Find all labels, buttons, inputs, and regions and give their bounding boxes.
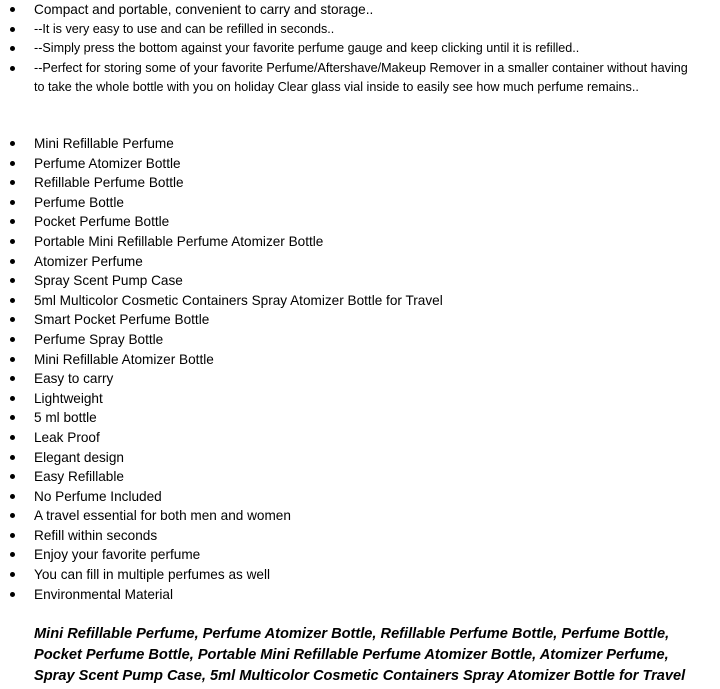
bullet-icon [10,376,15,381]
keyword-text: You can fill in multiple perfumes as well [34,567,270,583]
keyword-text: Environmental Material [34,586,174,602]
keyword-text: Refill within seconds [34,527,158,543]
keyword-text: Pocket Perfume Bottle [34,214,170,230]
bullet-icon [10,7,15,12]
bullet-icon [10,357,15,362]
feature-list [0,0,700,98]
keyword-list [0,134,700,604]
keyword-item [0,232,700,252]
bullet-icon [10,396,15,401]
bullet-icon [10,317,15,322]
keyword-text: Leak Proof [34,429,100,445]
bullet-icon [10,141,15,146]
feature-text: --It is very easy to use and can be refilled in seconds.. [34,21,335,36]
keyword-item [0,369,700,389]
keyword-item [0,428,700,448]
keyword-text: Easy to carry [34,371,114,387]
keyword-text: Mini Refillable Perfume [34,136,174,151]
keyword-item [0,506,700,526]
bullet-icon [10,259,15,264]
keyword-item [0,448,700,468]
keyword-item [0,252,700,272]
bullet-icon [10,161,15,166]
bullet-icon [10,200,15,205]
keyword-item [0,526,700,546]
keyword-text: Smart Pocket Perfume Bottle [34,312,210,328]
feature-text: Compact and portable, convenient to carry and storage.. [34,2,374,17]
keyword-item [0,389,700,409]
keyword-item [0,565,700,585]
bullet-icon [10,415,15,420]
keyword-text: Mini Refillable Atomizer Bottle [34,351,214,367]
keyword-item [0,408,700,428]
keyword-text: Refillable Perfume Bottle [34,175,184,191]
keyword-text: Perfume Bottle [34,194,124,210]
keyword-item [0,330,700,350]
summary-line: Spray Scent Pump Case, 5ml Multicolor Cosmetic Containers Spray Atomizer Bottle for Travel [34,668,686,685]
bullet-icon [10,435,15,440]
bullet-icon [10,572,15,577]
keyword-text: No Perfume Included [34,488,162,504]
keyword-item [0,134,700,154]
keyword-item [0,585,700,605]
keyword-item [0,173,700,193]
keyword-item [0,154,700,174]
keyword-item [0,545,700,565]
summary-paragraph [34,624,718,688]
keyword-item [0,193,700,213]
bullet-icon [10,46,15,51]
feature-item [0,0,700,20]
bullet-icon [10,66,15,71]
keyword-text: Easy Refillable [34,469,124,485]
bullet-icon [10,298,15,303]
feature-item [0,59,700,98]
keyword-item [0,212,700,232]
keyword-text: Enjoy your favorite perfume [34,547,201,563]
bullet-icon [10,239,15,244]
bullet-icon [10,494,15,499]
bullet-icon [10,219,15,224]
keyword-item [0,291,700,311]
bullet-icon [10,592,15,597]
feature-item [0,39,700,59]
bullet-icon [10,27,15,32]
keyword-text: 5ml Multicolor Cosmetic Containers Spray Atomizer Bottle for Travel [34,292,443,308]
keyword-item [0,271,700,291]
bullet-icon [10,180,15,185]
bullet-icon [10,552,15,557]
bullet-icon [10,533,15,538]
keyword-text: Lightweight [34,390,103,406]
bullet-icon [10,337,15,342]
keyword-item [0,487,700,507]
keyword-item [0,310,700,330]
summary-line: Mini Refillable Perfume, Perfume Atomizer Bottle, Refillable Perfume Bottle, Perfume Bottle, [34,626,670,642]
feature-text: --Simply press the bottom against your favorite perfume gauge and keep clicking until it is refilled.. [34,41,580,56]
keyword-text: Perfume Spray Bottle [34,331,164,347]
keyword-text: Portable Mini Refillable Perfume Atomizer Bottle [34,233,324,249]
keyword-item [0,350,700,370]
bullet-icon [10,513,15,518]
bullet-icon [10,455,15,460]
feature-item [0,20,700,40]
keyword-text: Atomizer Perfume [34,253,143,269]
keyword-text: A travel essential for both men and women [34,508,291,524]
keyword-text: Spray Scent Pump Case [34,273,183,289]
bullet-icon [10,474,15,479]
keyword-item [0,467,700,487]
keyword-text: 5 ml bottle [34,410,97,426]
summary-line: Pocket Perfume Bottle, Portable Mini Refillable Perfume Atomizer Bottle, Atomizer Perfume, [34,647,669,664]
feature-text: --Perfect for storing some of your favorite Perfume/Aftershave/Makeup Remover in a smaller container without having to take the whole bottle with you on holiday Clear glass vial inside to easily see how much perfume remains.. [34,60,688,95]
keyword-text: Elegant design [34,449,124,465]
bullet-icon [10,278,15,283]
keyword-text: Perfume Atomizer Bottle [34,155,181,171]
